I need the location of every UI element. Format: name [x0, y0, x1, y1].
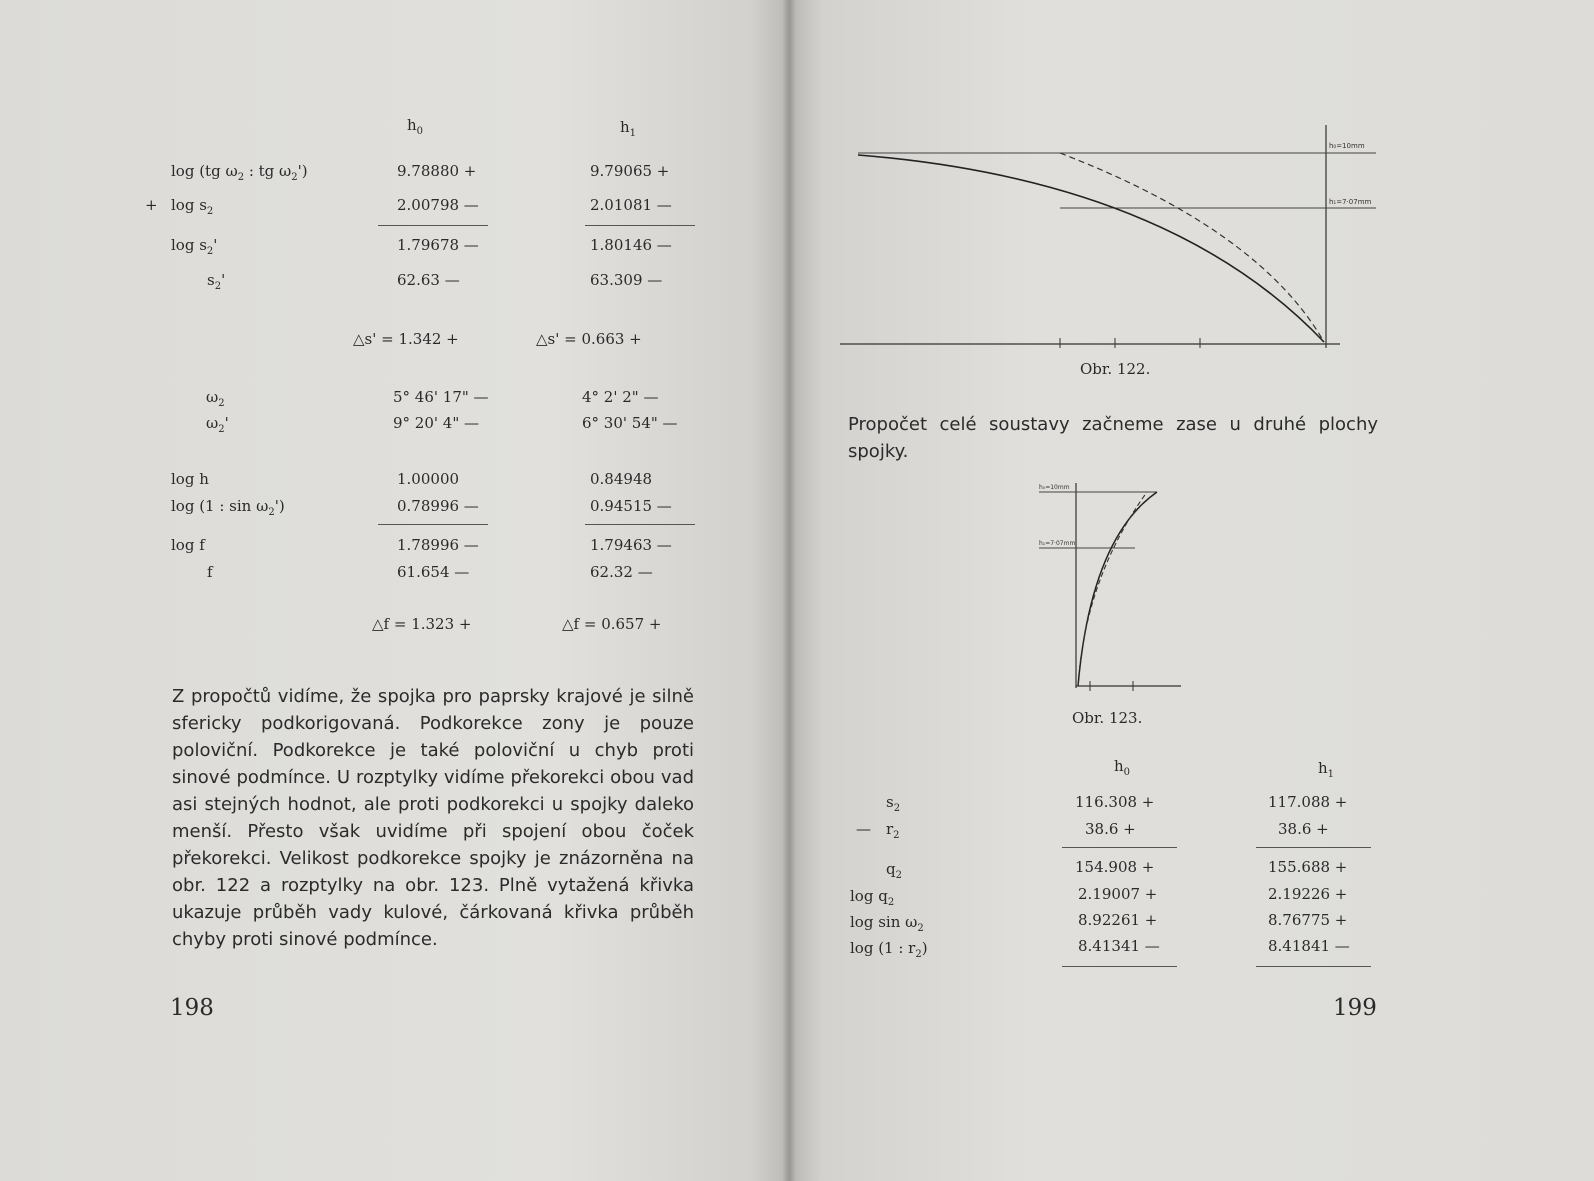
spherical-aberration-curve — [858, 155, 1324, 342]
row-sign: — — [856, 820, 871, 838]
page-number: 199 — [1333, 995, 1377, 1021]
table-cell: 8.92261 + — [1078, 911, 1158, 929]
table-cell: 0.84948 — [590, 470, 653, 488]
page-number: 198 — [170, 995, 214, 1021]
table-cell: 9.78880 + — [397, 162, 477, 180]
table-row-label: $\omega_2'$ — [206, 414, 229, 435]
body-paragraph: Propočet celé soustavy začneme zase u druhé plochy spojky. — [848, 414, 1378, 462]
table-cell: 61.654 — — [397, 563, 470, 581]
table-row-label: $s_2$ — [886, 793, 901, 814]
table-cell: 9.79065 + — [590, 162, 670, 180]
sum-rule — [1062, 966, 1177, 967]
table-cell: 8.41841 — — [1268, 937, 1350, 955]
spherical-aberration-curve — [1078, 492, 1157, 686]
table-row-label: $\log \sin \omega_2$ — [850, 913, 924, 934]
sum-rule — [585, 524, 695, 525]
row-sign: + — [145, 196, 158, 214]
table-cell: △f = 1.323 + — [372, 615, 472, 633]
table-cell: 8.76775 + — [1268, 911, 1348, 929]
sum-rule — [1062, 847, 1177, 848]
col-header-h1: $h_1$ — [620, 118, 637, 139]
table-cell: 38.6 + — [1085, 820, 1136, 838]
table-row-label: $\log s_2'$ — [171, 236, 218, 257]
sine-condition-curve — [1060, 153, 1324, 342]
table-row-label: log (1 : $r_2$) — [850, 939, 928, 960]
figure-label: h₀=10mm — [1329, 142, 1365, 150]
table-cell: △s' = 1.342 + — [353, 330, 459, 348]
sum-rule — [378, 225, 488, 226]
table-cell: 2.01081 — — [590, 196, 672, 214]
table-cell: 38.6 + — [1278, 820, 1329, 838]
table-cell: 62.63 — — [397, 271, 460, 289]
table-cell: 63.309 — — [590, 271, 663, 289]
sum-rule — [1256, 966, 1371, 967]
table-cell: 1.78996 — — [397, 536, 479, 554]
table-cell: 2.00798 — — [397, 196, 479, 214]
table-cell: 8.41341 — — [1078, 937, 1160, 955]
figure-123 — [1035, 478, 1195, 698]
book-gutter — [782, 0, 796, 1181]
figure-caption: Obr. 123. — [1072, 709, 1143, 727]
figure-122 — [840, 120, 1400, 360]
table-row-label: log (1 : $\sin \omega_2'$) — [171, 497, 285, 518]
table-cell: 6° 30' 54" — — [582, 414, 678, 432]
table-cell: △f = 0.657 + — [562, 615, 662, 633]
table-cell: 1.80146 — — [590, 236, 672, 254]
body-paragraph: Z propočtů vidíme, že spojka pro paprsky krajové je silně sfericky podkorigovaná. Podkorekce zony je pouze poloviční. Podkorekce je také poloviční u chyb proti sinové podmínce. U rozptylky vidíme překorekci obou vad asi stejných hodnot, ale proti podkorekci u spojky daleko menší. Přesto však uvidíme při spojení obou čoček překorekci. Velikost podkorekce spojky je znázorněna na obr. 122 a rozptylky na obr. 123. Plně vytažená křivka ukazuje průběh vady kulové, čárkovaná křivka průběh chyby proti sinové podmínce. — [172, 686, 694, 950]
table-cell: 2.19007 + — [1078, 885, 1158, 903]
table-row-label: f — [207, 563, 213, 581]
table-cell: 117.088 + — [1268, 793, 1348, 811]
table-cell: 9° 20' 4" — — [393, 414, 480, 432]
figure-label: h₀=10mm — [1039, 484, 1070, 491]
sum-rule — [585, 225, 695, 226]
table-row-label: $\omega_2$ — [206, 388, 225, 409]
table-cell: 5° 46' 17" — — [393, 388, 489, 406]
table-cell: 155.688 + — [1268, 858, 1348, 876]
col-header-h1: $h_1$ — [1318, 759, 1335, 780]
table-row-label: $r_2$ — [886, 820, 900, 841]
col-header-h0: $h_0$ — [1114, 757, 1131, 778]
table-cell: 4° 2' 2" — — [582, 388, 659, 406]
table-row-label: log h — [171, 470, 209, 488]
table-cell: 0.94515 — — [590, 497, 672, 515]
table-row-label: $s_2'$ — [207, 271, 226, 292]
figure-caption: Obr. 122. — [1080, 360, 1151, 378]
table-row-label: $\log s_2$ — [171, 196, 214, 217]
table-cell: △s' = 0.663 + — [536, 330, 642, 348]
col-header-h0: $h_0$ — [407, 116, 424, 137]
table-cell: 1.00000 — [397, 470, 460, 488]
left-page — [0, 0, 790, 1181]
table-row-label: log (tg $\omega_2$ : tg $\omega_2'$) — [171, 162, 308, 183]
table-row-label: $q_2$ — [886, 860, 902, 881]
table-row-label: log f — [171, 536, 205, 554]
sine-condition-curve — [1078, 492, 1147, 686]
figure-label: h₁=7·07mm — [1329, 198, 1372, 206]
table-cell: 62.32 — — [590, 563, 653, 581]
figure-label: h₁=7·07mm — [1039, 540, 1076, 547]
sum-rule — [378, 524, 488, 525]
table-row-label: $\log q_2$ — [850, 887, 895, 908]
table-cell: 0.78996 — — [397, 497, 479, 515]
right-page — [790, 0, 1594, 1181]
table-cell: 2.19226 + — [1268, 885, 1348, 903]
table-cell: 1.79678 — — [397, 236, 479, 254]
table-cell: 154.908 + — [1075, 858, 1155, 876]
sum-rule — [1256, 847, 1371, 848]
table-cell: 116.308 + — [1075, 793, 1155, 811]
table-cell: 1.79463 — — [590, 536, 672, 554]
